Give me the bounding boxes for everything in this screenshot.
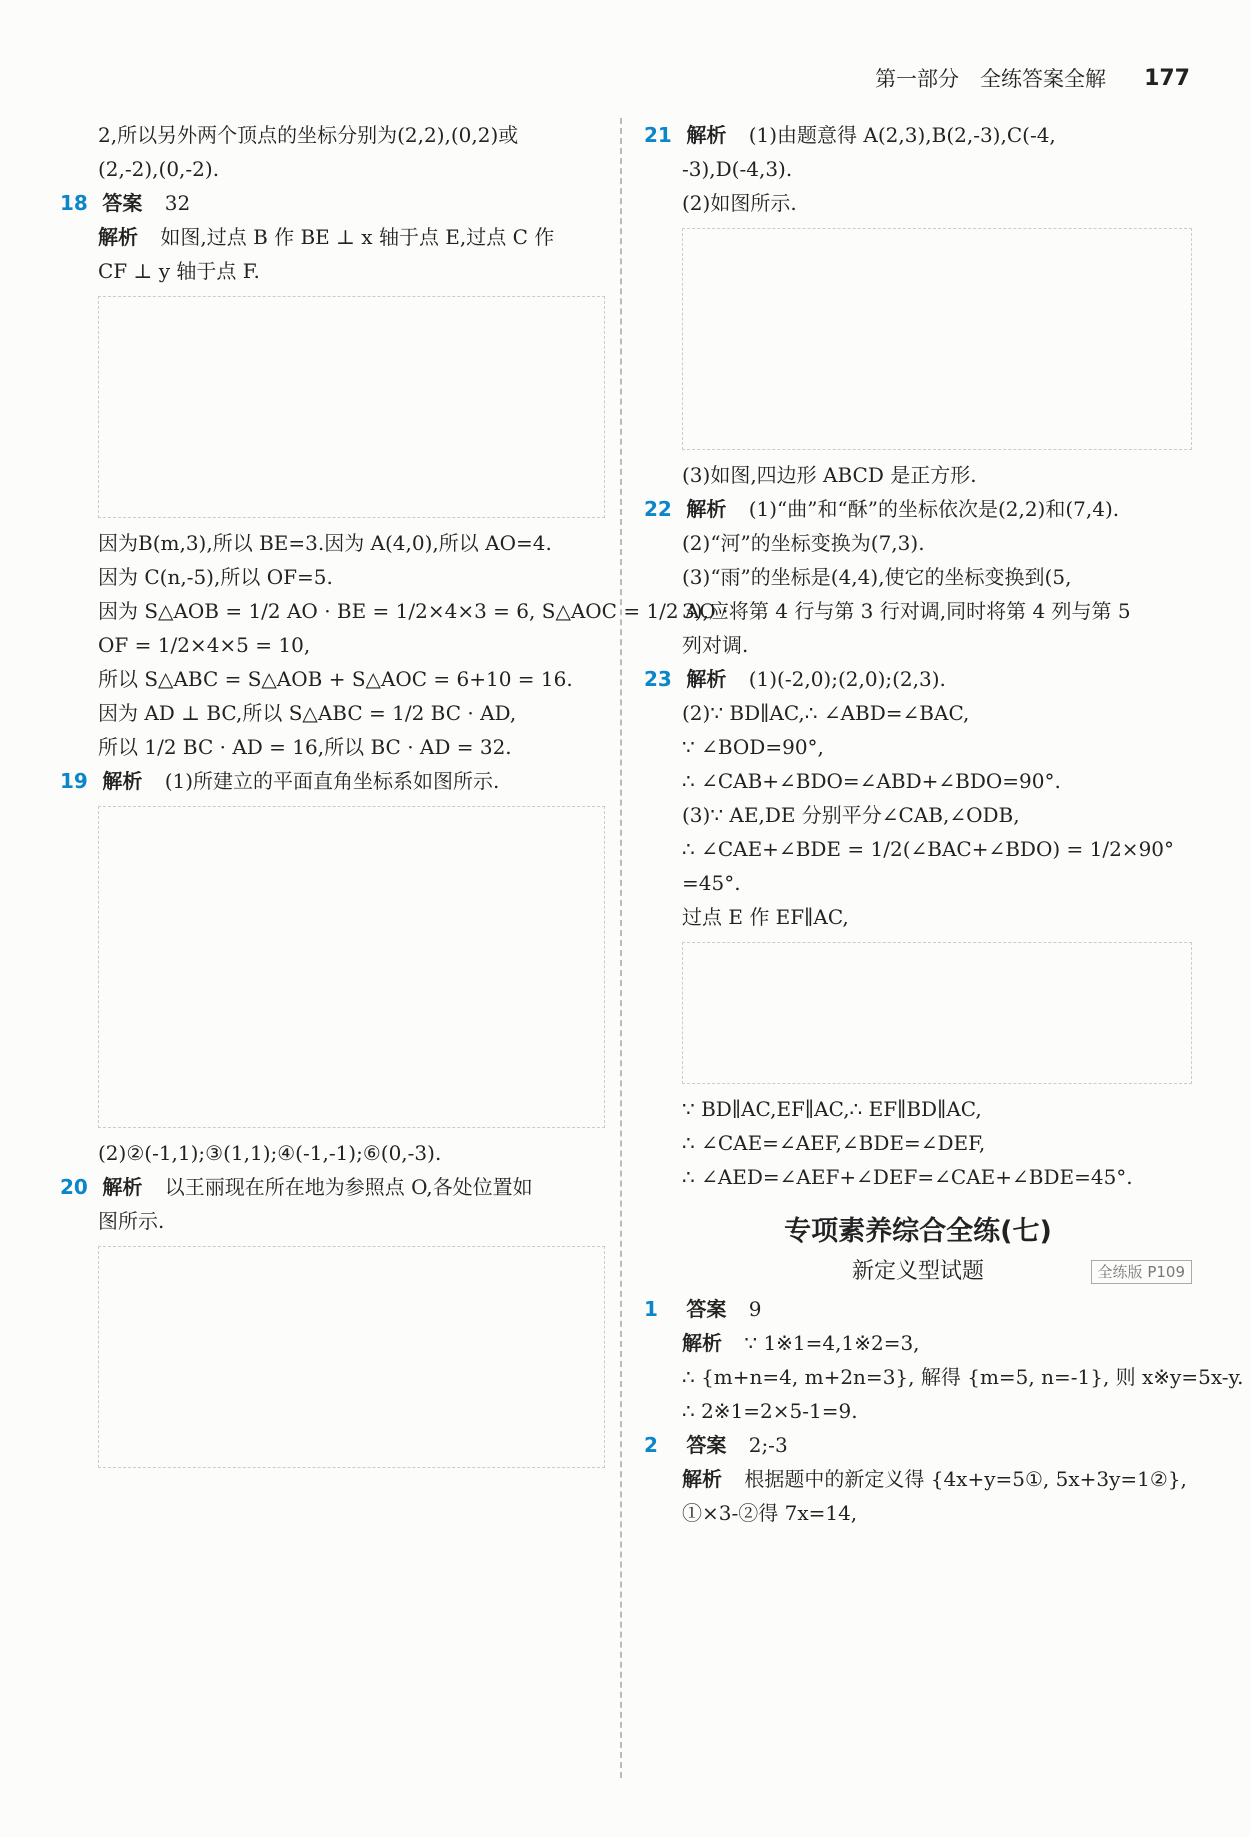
- s2-answer: [644, 1428, 1192, 1462]
- text-line: 如图,过点 B 作 BE ⊥ x 轴于点 E,过点 C 作: [160, 225, 555, 249]
- text-line: ∵ ∠BOD=90°,: [682, 735, 824, 759]
- s1-analysis: [644, 1326, 1192, 1360]
- page-number: 177: [1144, 65, 1190, 91]
- question-number: 22: [644, 497, 672, 521]
- text-line: 所以 S△ABC = S△AOB + S△AOC = 6+10 = 16.: [98, 667, 573, 691]
- question-19-analysis: [60, 764, 605, 798]
- text-line: ①×3-②得 7x=14,: [682, 1501, 858, 1525]
- text-line: =45°.: [682, 871, 741, 895]
- text-line: OF = 1/2×4×5 = 10,: [98, 633, 311, 657]
- text-line: 以王丽现在所在地为参照点 O,各处位置如: [164, 1175, 533, 1199]
- text-line: ∵ 1※1=4,1※2=3,: [744, 1331, 920, 1355]
- analysis-tag: 解析: [686, 497, 727, 521]
- answer-value: 9: [748, 1297, 762, 1321]
- text-line: (1)由题意得 A(2,3),B(2,-3),C(-4,: [748, 123, 1056, 147]
- question-23-analysis: [644, 662, 1192, 696]
- text-line: 3),应将第 4 行与第 3 行对调,同时将第 4 列与第 5: [682, 599, 1131, 623]
- figure-placeholder: [682, 942, 1192, 1084]
- analysis-tag: 解析: [102, 769, 143, 793]
- question-number: 21: [644, 123, 672, 147]
- header-section: 第一部分 全练答案全解: [875, 67, 1107, 91]
- question-number: 19: [60, 769, 88, 793]
- section-subtitle: [644, 1252, 1192, 1292]
- question-22-analysis: [644, 492, 1192, 526]
- text-line: (1)(-2,0);(2,0);(2,3).: [748, 667, 946, 691]
- text-line: (3)如图,四边形 ABCD 是正方形.: [682, 463, 977, 487]
- text-line: 过点 E 作 EF∥AC,: [682, 905, 849, 929]
- question-number: 1: [644, 1297, 658, 1321]
- analysis-tag: 解析: [102, 1175, 143, 1199]
- question-18-answer: [60, 186, 605, 220]
- column-divider: [620, 118, 622, 1778]
- analysis-tag: 解析: [682, 1331, 722, 1355]
- question-number: 18: [60, 191, 88, 215]
- answer-value: 32: [164, 191, 191, 215]
- text-line: (3)∵ AE,DE 分别平分∠CAB,∠ODB,: [682, 803, 1020, 827]
- analysis-tag: 解析: [682, 1467, 722, 1491]
- figure-placeholder: [682, 228, 1192, 450]
- text-line: 列对调.: [682, 633, 749, 657]
- answer-tag: 答案: [686, 1433, 727, 1457]
- s2-analysis: [644, 1462, 1192, 1496]
- page-header: [875, 58, 1190, 98]
- text-line: 因为 AD ⊥ BC,所以 S△ABC = 1/2 BC · AD,: [98, 701, 517, 725]
- text-line: 2,所以另外两个顶点的坐标分别为(2,2),(0,2)或: [98, 123, 519, 147]
- figure-placeholder: [98, 1246, 605, 1468]
- text-line: ∴ ∠CAB+∠BDO=∠ABD+∠BDO=90°.: [682, 769, 1061, 793]
- analysis-tag: 解析: [98, 225, 138, 249]
- text-line: 所以 1/2 BC · AD = 16,所以 BC · AD = 32.: [98, 735, 512, 759]
- text-line: 图所示.: [98, 1209, 165, 1233]
- text-line: 因为 S△AOB = 1/2 AO · BE = 1/2×4×3 = 6, S△AOC = 1/2 AO ·: [98, 599, 729, 623]
- text-line: (1)“曲”和“酥”的坐标依次是(2,2)和(7,4).: [748, 497, 1120, 521]
- answer-tag: 答案: [686, 1297, 727, 1321]
- analysis-tag: 解析: [686, 123, 727, 147]
- text-line: ∴ ∠CAE+∠BDE = 1/2(∠BAC+∠BDO) = 1/2×90°: [682, 837, 1175, 861]
- text-line: 因为 C(n,-5),所以 OF=5.: [98, 565, 333, 589]
- text-line: (3)“雨”的坐标是(4,4),使它的坐标变换到(5,: [682, 565, 1072, 589]
- text-line: (1)所建立的平面直角坐标系如图所示.: [164, 769, 500, 793]
- text-line: (2)“河”的坐标变换为(7,3).: [682, 531, 925, 555]
- subtitle-text: 新定义型试题: [851, 1259, 984, 1284]
- text-line: 根据题中的新定义得 {4x+y=5①, 5x+3y=1②},: [744, 1467, 1187, 1491]
- s1-answer: [644, 1292, 1192, 1326]
- page-reference: 全练版 P109: [1091, 1260, 1192, 1284]
- text-line: CF ⊥ y 轴于点 F.: [98, 259, 260, 283]
- question-21-analysis: [644, 118, 1192, 152]
- text-line: (2)如图所示.: [682, 191, 797, 215]
- text-line: ∴ 2※1=2×5-1=9.: [682, 1399, 858, 1423]
- text-line: (2)∵ BD∥AC,∴ ∠ABD=∠BAC,: [682, 701, 970, 725]
- figure-placeholder: [98, 806, 605, 1128]
- right-column: [644, 118, 1244, 1530]
- section-title: 专项素养综合全练(七): [784, 1216, 1052, 1247]
- text-line: -3),D(-4,3).: [682, 157, 793, 181]
- question-20-analysis: [60, 1170, 605, 1204]
- question-number: 23: [644, 667, 672, 691]
- answer-tag: 答案: [102, 191, 143, 215]
- text-line: ∵ BD∥AC,EF∥AC,∴ EF∥BD∥AC,: [682, 1097, 982, 1121]
- question-18-analysis: [60, 220, 605, 254]
- figure-placeholder: [98, 296, 605, 518]
- text-line: 因为B(m,3),所以 BE=3.因为 A(4,0),所以 AO=4.: [98, 531, 552, 555]
- question-number: 20: [60, 1175, 88, 1199]
- analysis-tag: 解析: [686, 667, 727, 691]
- text-line: (2,-2),(0,-2).: [98, 157, 220, 181]
- text-line: ∴ ∠CAE=∠AEF,∠BDE=∠DEF,: [682, 1131, 986, 1155]
- text-line: ∴ {m+n=4, m+2n=3}, 解得 {m=5, n=-1}, 则 x※y=5x-y.: [682, 1365, 1244, 1389]
- text-line: (2)②(-1,1);③(1,1);④(-1,-1);⑥(0,-3).: [98, 1141, 442, 1165]
- question-number: 2: [644, 1433, 658, 1457]
- answer-value: 2;-3: [748, 1433, 788, 1457]
- text-line: ∴ ∠AED=∠AEF+∠DEF=∠CAE+∠BDE=45°.: [682, 1165, 1133, 1189]
